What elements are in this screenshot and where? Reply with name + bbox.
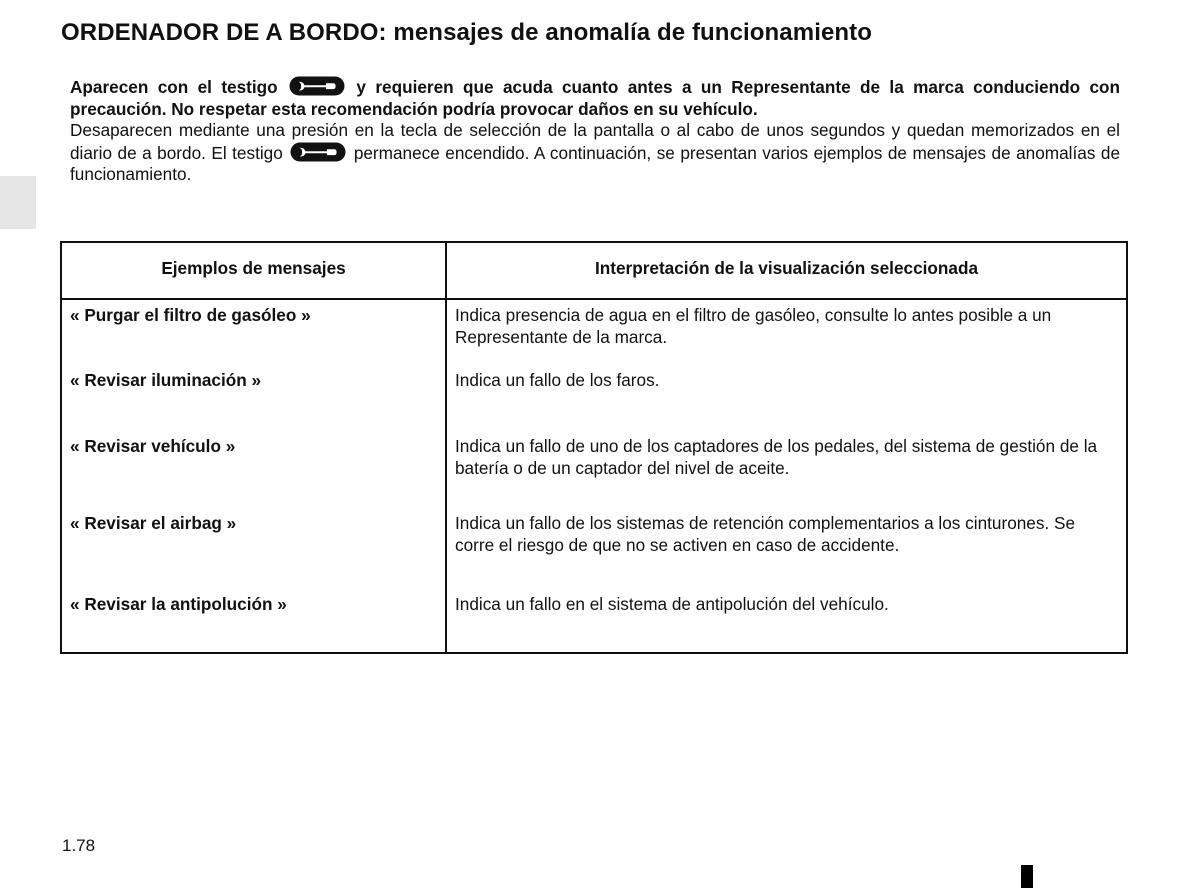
intro-description-end: permanece encendido. A continuación, se presentan varios ejemplos de mensajes de anomalías de funcionamiento. xyxy=(70,142,1121,184)
table-row xyxy=(61,590,1127,653)
intro-warning-start: Aparecen con el testigo xyxy=(70,77,278,97)
intro-text xyxy=(70,76,1120,186)
table-row xyxy=(61,509,1127,590)
message-cell: « Revisar la antipolución » xyxy=(61,590,446,653)
message-cell: « Purgar el filtro de gasóleo » xyxy=(61,299,446,366)
page-title: ORDENADOR DE A BORDO: mensajes de anomalía de funcionamiento xyxy=(61,19,873,46)
interpretation-cell: Indica un fallo de los faros. xyxy=(446,366,1127,432)
table-row xyxy=(61,432,1127,509)
interpretation-cell: Indica un fallo de uno de los captadores de los pedales, del sistema de gestión de la batería o de un captador del nivel de aceite. xyxy=(446,432,1127,509)
intro-warning-end: y requieren que acuda cuanto antes a un Representante de la marca conduciendo con precaución. No respetar esta recomendación podría provocar daños en su vehículo. xyxy=(70,77,1121,119)
interpretation-cell: Indica un fallo de los sistemas de retención complementarios a los cinturones. Se corre el riesgo de que no se activen en caso de accidente. xyxy=(446,509,1127,590)
intro-description xyxy=(70,120,1120,186)
message-cell: « Revisar iluminación » xyxy=(61,366,446,432)
column-header-interpretation: Interpretación de la visualización seleccionada xyxy=(446,242,1127,299)
table-row xyxy=(61,299,1127,366)
table-row xyxy=(61,366,1127,432)
column-header-messages: Ejemplos de mensajes xyxy=(61,242,446,299)
messages-table xyxy=(60,241,1128,654)
side-tab-marker xyxy=(0,176,36,229)
wrench-icon xyxy=(290,142,346,162)
corner-mark xyxy=(1021,865,1033,888)
intro-warning xyxy=(70,76,1120,120)
page-number: 1.78 xyxy=(62,836,96,855)
intro-description-start: Desaparecen mediante una presión en la tecla de selección de la pantalla o al cabo de unos segundos y quedan memorizados en el diario de a bordo. El testigo xyxy=(70,120,1120,163)
message-cell: « Revisar vehículo » xyxy=(61,432,446,509)
message-cell: « Revisar el airbag » xyxy=(61,509,446,590)
interpretation-cell: Indica un fallo en el sistema de antipolución del vehículo. xyxy=(446,590,1127,653)
table-header-row xyxy=(61,242,1127,299)
interpretation-cell: Indica presencia de agua en el filtro de gasóleo, consulte lo antes posible a un Representante de la marca. xyxy=(446,299,1127,366)
wrench-icon xyxy=(289,76,345,96)
